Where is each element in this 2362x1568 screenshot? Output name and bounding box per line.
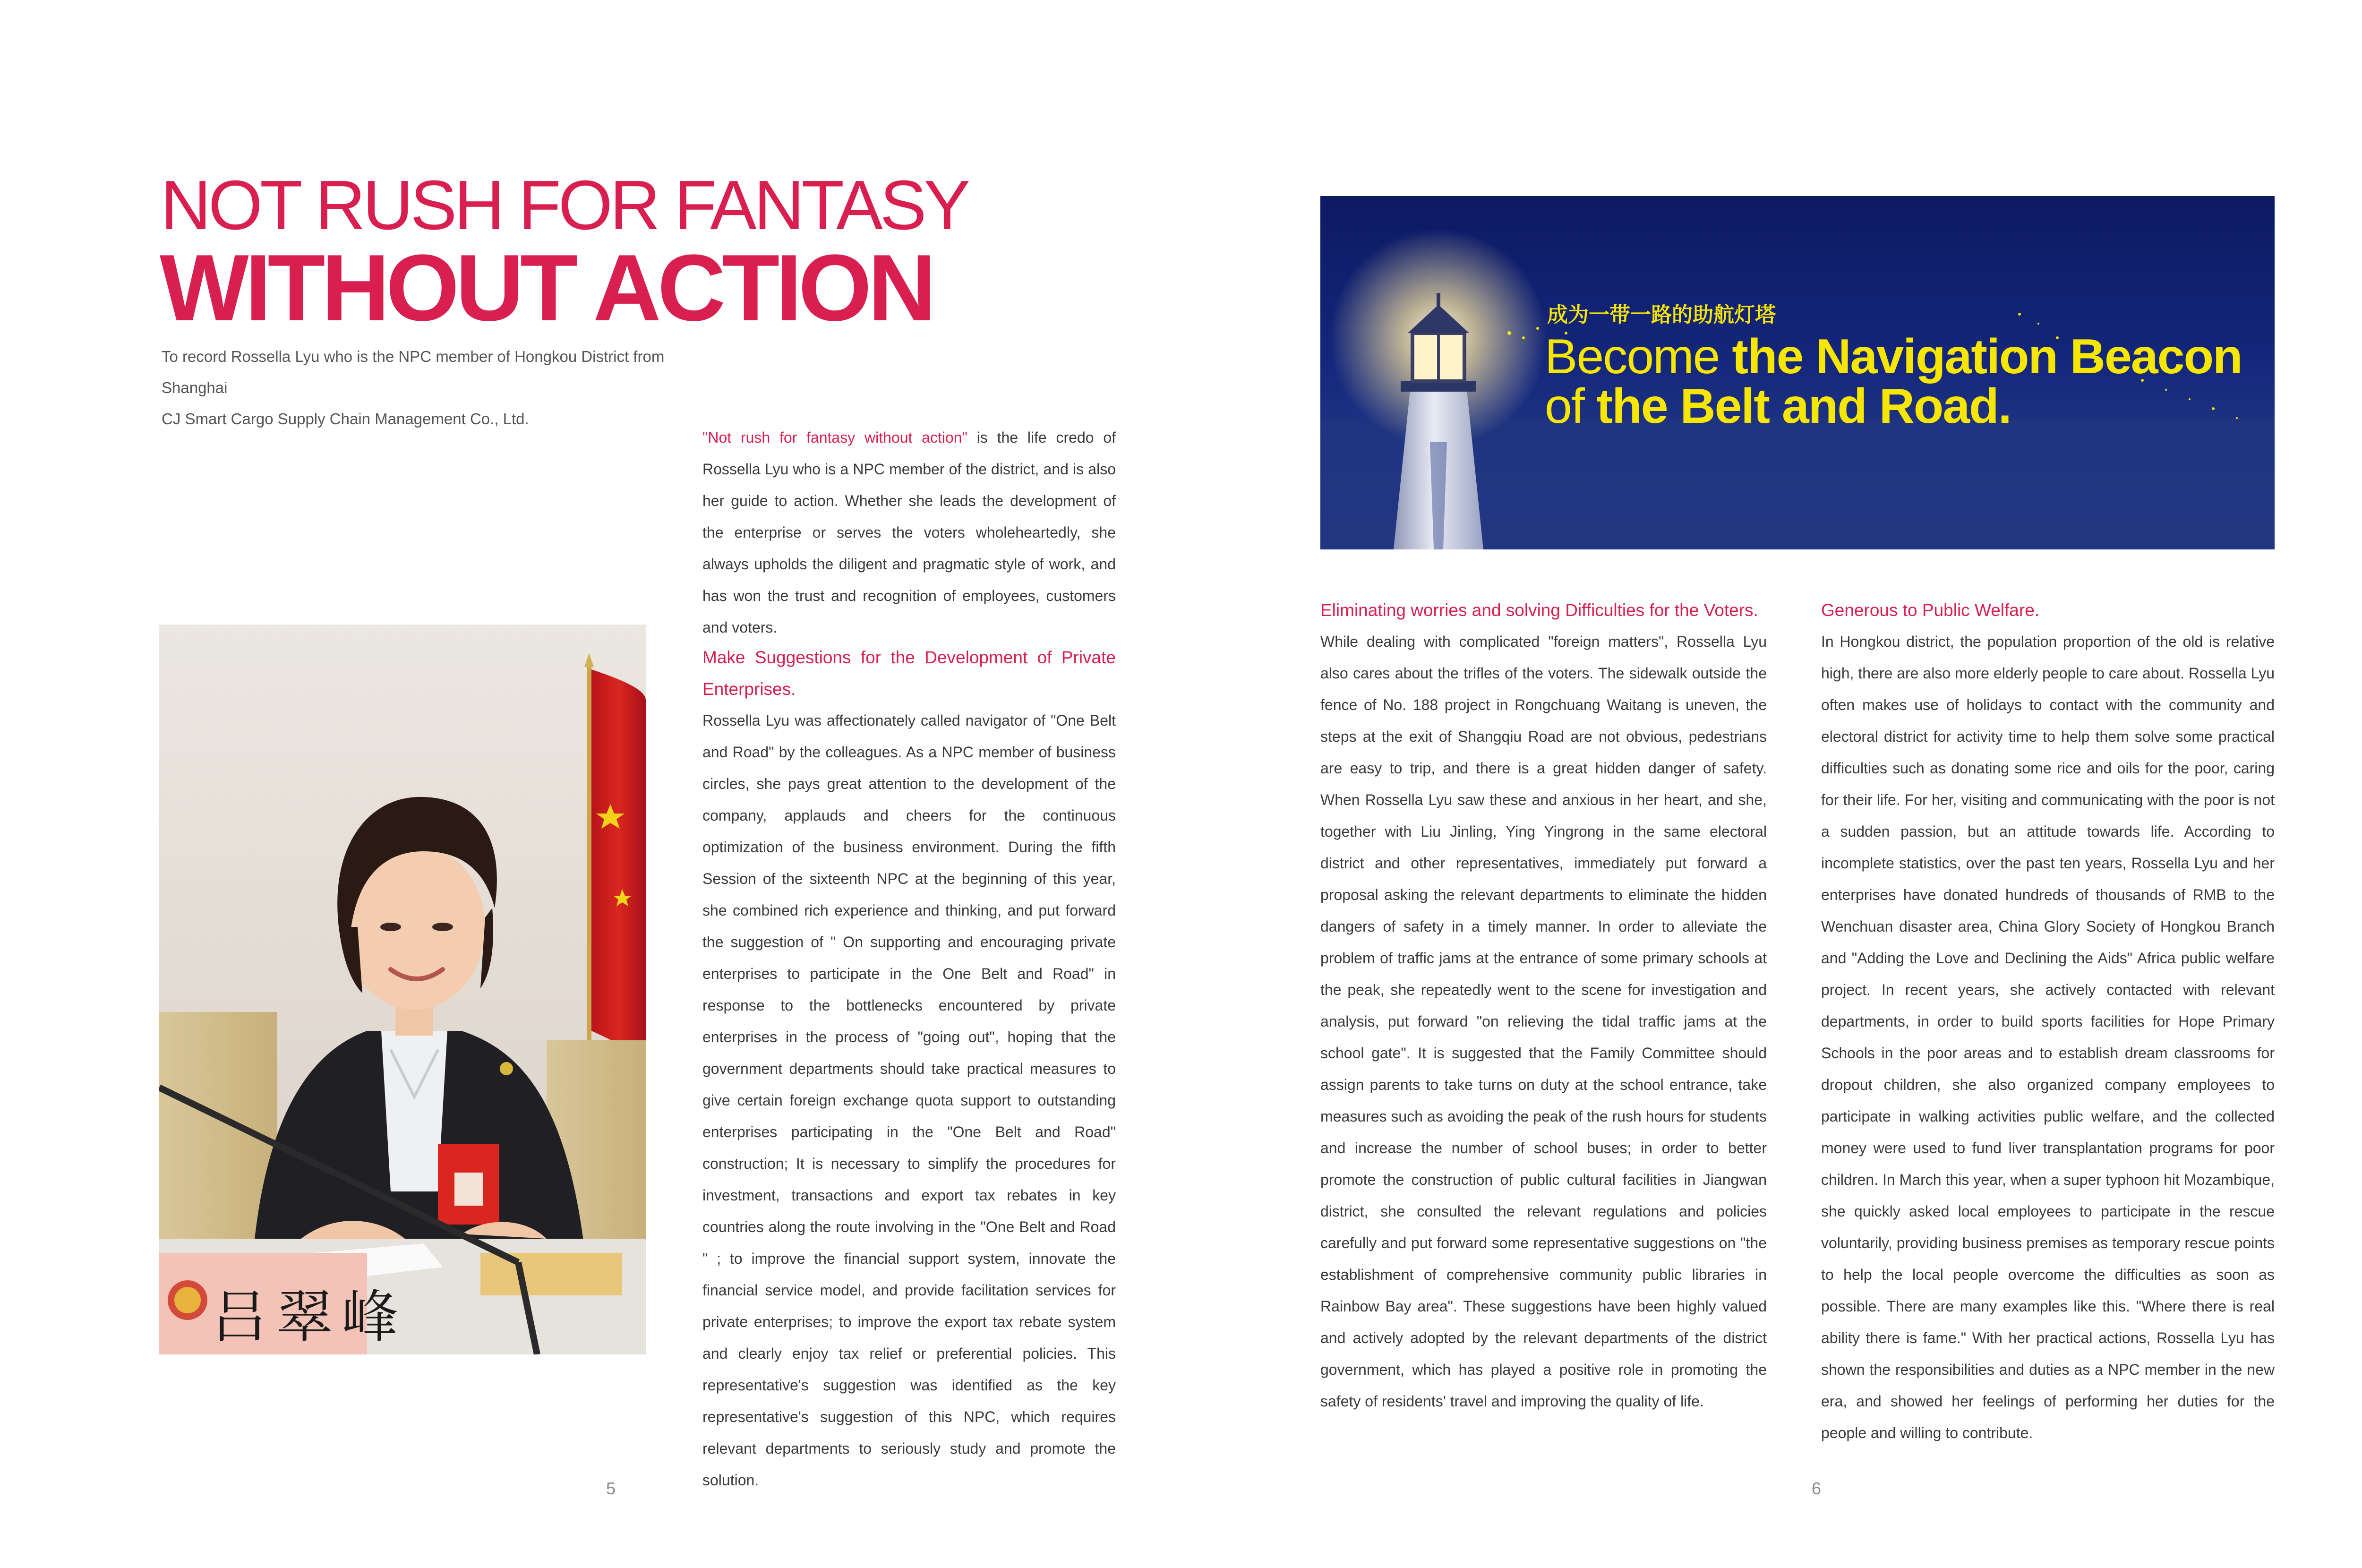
- subtitle: [162, 341, 681, 435]
- banner-line2-light: of: [1545, 379, 1597, 434]
- page-title-line-2: WITHOUT ACTION: [160, 235, 933, 341]
- banner-line1-light: Become: [1545, 329, 1732, 384]
- subtitle-line-1: To record Rossella Lyu who is the NPC member of Hongkou District from Shanghai: [162, 348, 665, 396]
- banner-line2-bold: the Belt and Road.: [1596, 379, 2011, 434]
- section-heading-public-welfare: Generous to Public Welfare.: [1821, 600, 2040, 620]
- intro-highlight: "Not rush for fantasy without action": [702, 429, 967, 446]
- banner-chinese-title: 成为一带一路的助航灯塔: [1547, 303, 1776, 327]
- subtitle-line-2: CJ Smart Cargo Supply Chain Management Co., Ltd.: [162, 410, 529, 428]
- banner-lighthouse: [1320, 196, 2275, 549]
- banner-title-line-1: [1545, 331, 2242, 383]
- section-heading-private-enterprises: Make Suggestions for the Development of Private Enterprises.: [702, 648, 1116, 699]
- intro-text: is the life credo of Rossella Lyu who is a NPC member of the district, and is also her guide to action. Whether she leads the development of the enterprise or serves the voters wholeheartedly, she always upholds the diligent and pragmatic style of work, and has won the trust and recognition of employees, customers and voters.: [702, 429, 1116, 636]
- portrait-photo: [159, 625, 646, 1354]
- page-number-right: 6: [1812, 1479, 1822, 1498]
- section-heading-voters: Eliminating worries and solving Difficulties for the Voters.: [1320, 600, 1758, 620]
- section-private-enterprises: [702, 642, 1116, 1496]
- section-voters: [1320, 594, 1767, 1417]
- section-body-public-welfare: In Hongkou district, the population proportion of the old is relative high, there are also more elderly people to care about. Rossella Lyu often makes use of holidays to contact with the community and electoral district for activity time to help them solve some practical difficulties such as donating some rice and oils for the poor, caring for their life. For her, visiting and communicating with the poor is not a sudden passion, but an attitude towards life. According to incomplete statistics, over the past ten years, Rossella Lyu and her enterprises have donated hundreds of thousands of RMB to the Wenchuan disaster area, China Glory Society of Hongkou Branch and "Adding the Love and Declining the Aids" Africa public welfare project. In recent years, she actively contacted with relevant departments, in order to build sports facilities for Hope Primary Schools in the poor areas and to establish dream classrooms for dropout children, she also organized company employees to participate in walking activities public welfare, and the collected money were used to fund liver transplantation programs for poor children. In March this year, when a super typhoon hit Mozambique, she quickly asked local employees to participate in the rescue voluntarily, providing business premises as temporary rescue points to help the local people overcome the difficulties as soon as possible. There are many examples like this. "Where there is real ability there is fame." With her practical actions, Rossella Lyu has shown the responsibilities and duties as a NPC member in the new era, and showed her feelings of performing her duties for the people and willing to contribute.: [1821, 633, 2275, 1441]
- page-number-left: 5: [606, 1479, 616, 1498]
- banner-line1-bold: the Navigation Beacon: [1732, 329, 2242, 384]
- section-public-welfare: [1821, 594, 2275, 1449]
- section-body-voters: While dealing with complicated "foreign matters", Rossella Lyu also cares about the trifles of the voters. The sidewalk outside the fence of No. 188 project in Rongchuang Waitang is uneven, the steps at the exit of Shangqiu Road are not obvious, pedestrians are easy to trip, and there is a great hidden danger of safety. When Rossella Lyu saw these and anxious in her heart, and she, together with Liu Jinling, Ying Yingrong in the same electoral district and other representatives, immediately put forward a proposal asking the relevant departments to eliminate the hidden dangers of safety in a timely manner. In order to alleviate the problem of traffic jams at the entrance of some primary schools at the peak, she repeatedly went to the scene for investigation and analysis, put forward "on relieving the tidal traffic jams at the school gate". It is suggested that the Family Committee should assign parents to take turns on duty at the school entrance, take measures such as avoiding the peak of the rush hours for students and increase the number of school buses; in order to better promote the construction of public cultural facilities in Jiangwan district, she consulted the relevant regulations and policies carefully and put forward some representative suggestions on "the establishment of comprehensive community public libraries in Rainbow Bay area". These suggestions have been highly valued and actively adopted by the relevant departments of the district government, which has played a positive role in promoting the safety of residents' travel and improving the quality of life.: [1320, 633, 1767, 1410]
- intro-paragraph: [702, 422, 1116, 643]
- nameplate-text: 吕翠峰: [211, 1285, 407, 1350]
- portrait-illustration: [159, 625, 646, 1354]
- banner-title-line-2: [1545, 380, 2011, 432]
- page-title-line-1: NOT RUSH FOR FANTASY: [161, 166, 968, 244]
- section-body-private-enterprises: Rossella Lyu was affectionately called navigator of "One Belt and Road" by the colleagues. As a NPC member of business circles, she pays great attention to the development of the company, applauds and cheers for the continuous optimization of the business environment. During the fifth Session of the sixteenth NPC at the beginning of this year, she combined rich experience and thinking, and put forward the suggestion of " On supporting and encouraging private enterprises to participate in the One Belt and Road" in response to the bottlenecks encountered by private enterprises in the process of "going out", hoping that the government departments should take practical measures to give certain foreign exchange quota support to outstanding enterprises participating in the "One Belt and Road" construction; It is necessary to simplify the procedures for investment, transactions and export tax rebates in key countries along the route involving in the "One Belt and Road " ; to improve the financial support system, innovate the financial service model, and provide facilitation services for private enterprises; to improve the export tax rebate system and clearly enjoy tax relief or preferential policies. This representative's suggestion was identified as the key representative's suggestion of this NPC, which requires relevant departments to seriously study and promote the solution.: [702, 712, 1116, 1489]
